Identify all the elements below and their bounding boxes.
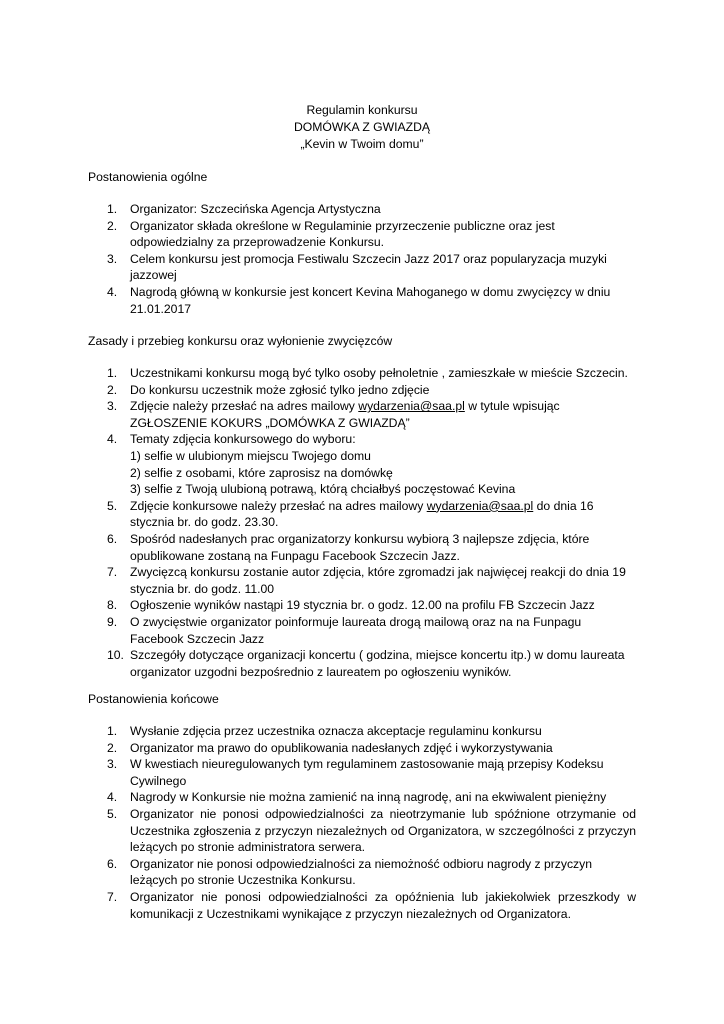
list-item (88, 789, 636, 806)
list-item (88, 740, 636, 757)
list-item (88, 498, 636, 531)
email-link[interactable]: wydarzenia@saa.pl (358, 399, 465, 414)
list-item (88, 597, 636, 614)
list-item-text: Celem konkursu jest promocja Festiwalu Szczecin Jazz 2017 oraz popularyzacja muzyki jazzowej (130, 251, 607, 283)
list-item (88, 531, 636, 564)
list-item-text: Zwycięzcą konkursu zostanie autor zdjęcia, które zgromadzi jak najwięcej reakcji do dnia 19 stycznia br. do godz. 11.00 (130, 565, 626, 596)
list-number: 8. (107, 598, 118, 613)
list-item (88, 614, 636, 647)
list-number: 5. (107, 498, 118, 513)
section-heading-general: Postanowienia ogólne (88, 170, 208, 184)
list-number: 4. (107, 284, 118, 299)
theme-option: 3) selfie z Twoją ulubioną potrawą, którą chciałbyś poczęstować Kevina (130, 482, 516, 497)
list-number: 3. (107, 399, 118, 414)
list-number: 5. (107, 806, 118, 821)
list-item (88, 723, 636, 740)
list-item-text: Zdjęcie konkursowe należy przesłać na adres mailowy (130, 498, 427, 513)
list-number: 4. (107, 432, 118, 447)
list-item-text: Organizator nie ponosi odpowiedzialności za opóźnienia lub jakiekolwiek przeszkody w komunikacji z Uczestnikami wynikające z przyczyn niezależnych od Organizatora. (130, 889, 636, 921)
list-item-text: Nagrody w Konkursie nie można zamienić na inną nagrodę, ani na ekwiwalent pieniężny (130, 790, 607, 805)
list-number: 10. (107, 648, 124, 663)
list-item-text: Ogłoszenie wyników nastąpi 19 stycznia br. o godz. 12.00 na profilu FB Szczecin Jazz (130, 598, 595, 613)
list-item-text: Wysłanie zdjęcia przez uczestnika oznacza akceptacje regulaminu konkursu (130, 724, 542, 738)
list-number: 7. (107, 889, 118, 904)
email-link[interactable]: wydarzenia@saa.pl (426, 498, 534, 513)
list-item (88, 218, 636, 251)
list-item-text: Organizator ma prawo do opublikowania nadesłanych zdjęć i wykorzystywania (130, 740, 553, 755)
list-number: 2. (107, 218, 118, 233)
list-item-text: Nagrodą główną w konkursie jest koncert Kevina Mahoganego w domu zwycięzcy w dniu 21.01.2017 (130, 284, 611, 316)
theme-option: 2) selfie z osobami, które zaprosisz na domówkę (130, 465, 393, 480)
list-number: 1. (107, 366, 118, 380)
list-number: 4. (107, 790, 118, 805)
list-item-text: Organizator nie ponosi odpowiedzialności za niemożność odbioru nagrody z przyczyn leżących po stronie Uczestnika Konkursu. (130, 856, 593, 888)
list-item-text: Organizator: Szczecińska Agencja Artystyczna (130, 202, 381, 216)
list-number: 6. (107, 531, 118, 546)
contest-subtitle: „Kevin w Twoim domu” (300, 137, 424, 151)
list-item-text: Do konkursu uczestnik może zgłosić tylko jedno zdjęcie (130, 382, 430, 397)
contest-name: DOMÓWKA Z GWIAZDĄ (293, 120, 431, 134)
list-item (88, 382, 636, 399)
list-item (88, 564, 636, 597)
list-number: 9. (107, 614, 118, 629)
theme-option: 1) selfie w ulubionym miejscu Twojego domu (130, 448, 371, 463)
list-item-text: W kwestiach nieuregulowanych tym regulaminem zastosowanie mają przepisy Kodeksu Cywilnego (130, 757, 604, 788)
list-item-text: Organizator nie ponosi odpowiedzialności za nieotrzymanie lub spóźnione otrzymanie od Uczestnika zgłoszenia z przyczyn niezależnych od Organizatora, w szczególności z przyczyn leżących po stronie administratora serwera. (130, 806, 636, 855)
list-item-text: O zwycięstwie organizator poinformuje laureata drogą mailową oraz na na Funpagu Facebook Szczecin Jazz (130, 614, 582, 646)
list-number: 2. (107, 382, 118, 397)
list-item-text: Zdjęcie należy przesłać na adres mailowy (130, 399, 359, 414)
list-item-text: do dnia 16 stycznia br. do godz. 23.30. (130, 498, 594, 530)
rules-list (88, 365, 636, 680)
list-number: 3. (107, 251, 118, 266)
final-provisions-list (88, 723, 636, 922)
general-provisions-list (88, 201, 636, 317)
list-number: 1. (107, 202, 118, 216)
list-item-text: Szczegóły dotyczące organizacji koncertu ( godzina, miejsce koncertu itp.) w domu laureata organizator uzgodni bezpośrednio z laureatem po ogłoszeniu wyników. (130, 648, 625, 679)
list-item (88, 806, 636, 856)
list-item (88, 398, 636, 431)
list-item-text: Spośród nadesłanych prac organizatorzy konkursu wybiorą 3 najlepsze zdjęcia, które opublikowane zostaną na Funpagu Facebook Szczecin Jazz. (130, 531, 590, 563)
list-item (88, 201, 636, 218)
list-item (88, 856, 636, 889)
list-number: 2. (107, 740, 118, 755)
list-item (88, 889, 636, 922)
section-heading-final: Postanowienia końcowe (88, 692, 219, 706)
list-item-text: Organizator składa określone w Regulaminie przyrzeczenie publiczne oraz jest odpowiedzialny za przeprowadzenie Konkursu. (130, 218, 555, 250)
list-item-text: w tytule wpisując ZGŁOSZENIE KOKURS „DOMÓWKA Z GWIAZDĄ” (130, 399, 560, 430)
section-heading-rules: Zasady i przebieg konkursu oraz wyłonienie zwycięzców (88, 334, 393, 348)
list-number: 3. (107, 757, 118, 772)
list-number: 6. (107, 856, 118, 871)
document-title: Regulamin konkursu (306, 103, 418, 117)
list-item (88, 251, 636, 284)
list-item (88, 365, 636, 382)
list-item (88, 756, 636, 789)
list-item (88, 284, 636, 317)
list-item-text: Tematy zdjęcia konkursowego do wyboru: (130, 432, 356, 447)
list-number: 7. (107, 565, 118, 580)
list-item (88, 431, 636, 497)
list-number: 1. (107, 724, 118, 738)
list-item (88, 647, 636, 680)
list-item-text: Uczestnikami konkursu mogą być tylko osoby pełnoletnie , zamieszkałe w mieście Szczecin. (130, 366, 628, 380)
